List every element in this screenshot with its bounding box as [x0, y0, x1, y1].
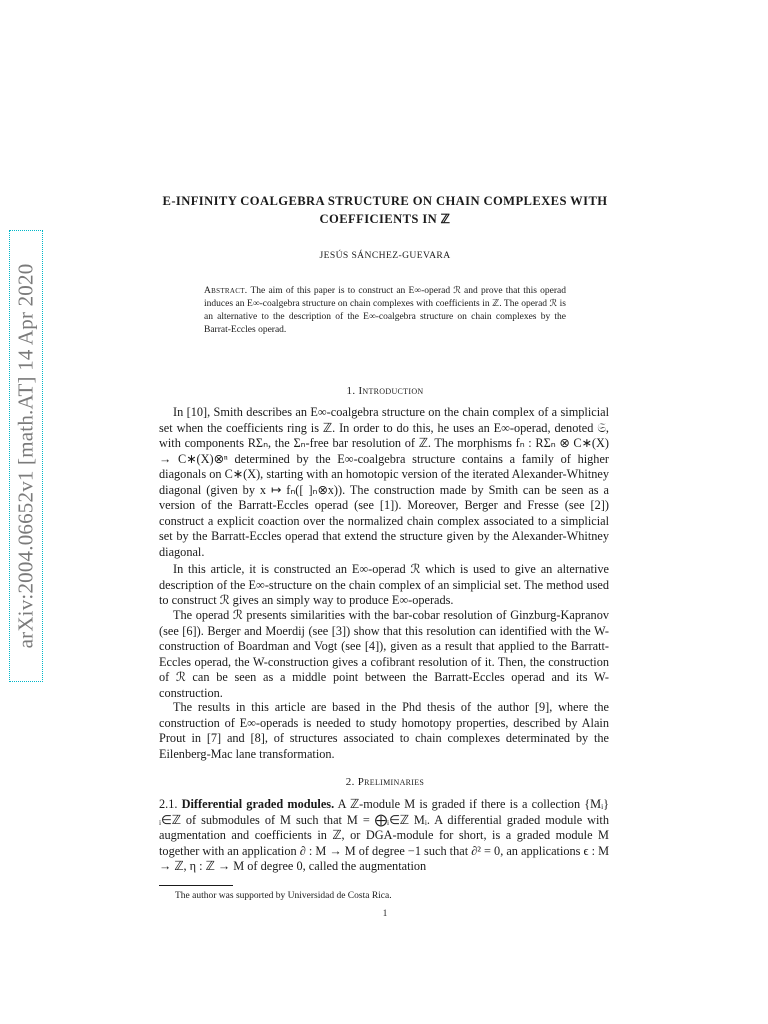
subsection-title: Differential graded modules. [181, 797, 335, 811]
footnote-divider [159, 885, 233, 886]
section-1-title: Introduction [358, 385, 424, 397]
page-number: 1 [382, 908, 388, 918]
section-2-heading [150, 776, 620, 788]
abstract-text: The aim of this paper is to construct an E∞-operad ℛ and prove that this operad induces an E∞-coalgebra structure on chain complexes with coefficients in ℤ. The operad ℛ is an alternative to the description of the E∞-coalgebra structure on chain complexes by the Barrat-Eccles operad. [204, 286, 566, 335]
abstract-heading: Abstract. [204, 286, 248, 296]
subsection-number: 2.1. [159, 797, 178, 811]
intro-paragraph-3: The operad ℛ presents similarities with the bar-cobar resolution of Ginzburg-Kapranov (see [6]). Berger and Moerdij (see [3]) show that this resolution can identified with the W-construction of Boardman and Vogt (see [4]), given as a result that applied to the Barratt-Eccles operad, the W-construction gives a cofibrant resolution of it. Then, the construction of ℛ can be seen as a middle point between the Barratt-Eccles operad and its W-construction. [159, 608, 609, 700]
intro-paragraph-4: The results in this article are based in the Phd thesis of the author [9], where the construction of E∞-operads is needed to study homotopy properties, described by Alain Prout in [7] and [8], of structures associated to chain complexes determinated by the Eilenberg-Mac lane transformation. [159, 700, 609, 761]
abstract [204, 285, 566, 337]
section-1-number: 1. [346, 385, 356, 397]
section-1-heading [150, 385, 620, 397]
section-2-number: 2. [345, 776, 355, 788]
subsection-2-1-paragraph: 2.1. Differential graded modules. A ℤ-module M is graded if there is a collection {Mᵢ}ᵢ∈ℤ of submodules of M such that M = ⨁ᵢ∈ℤ Mᵢ. A differential graded module with augmentation and coefficients in ℤ, or DGA-module for short, is a graded module M together with an application ∂ : M → M of degree −1 such that ∂² = 0, an applications ϵ : M → ℤ, η : ℤ → M of degree 0, called the augmentation [159, 797, 609, 874]
arxiv-identifier: arXiv:2004.06652v1 [math.AT] 14 Apr 2020 [13, 263, 38, 649]
section-2-title: Preliminaries [357, 776, 425, 788]
intro-paragraph-1: In [10], Smith describes an E∞-coalgebra structure on the chain complex of a simplicial set when the coefficients ring is ℤ. In order to do this, he uses an E∞-operad, denoted 𝔖, with components RΣₙ, the Σₙ-free bar resolution of ℤ. The morphisms fₙ : RΣₙ ⊗ C∗(X) → C∗(X)⊗ⁿ determined by the E∞-coalgebra structure contains a family of higher diagonals on C∗(X), starting with an homotopic version of the iterated Alexander-Whitney diagonal (given by x ↦ fₙ([ ]ₙ⊗x)). The construction made by Smith can be seen as a version of the Barratt-Eccles operad (see [1]). Moreover, Berger and Fresse (see [2]) construct a explicit coaction over the normalized chain complex associated to a simplicial set by the Barratt-Eccles operad that extend the structure given by the Alexander-Whitney diagonal. [159, 405, 609, 559]
paper-title: E-INFINITY COALGEBRA STRUCTURE ON CHAIN COMPLEXES WITH COEFFICIENTS IN ℤ [162, 194, 608, 226]
paper-author: JESÚS SÁNCHEZ-GUEVARA [319, 250, 451, 261]
footnote: The author was supported by Universidad de Costa Rica. [175, 891, 392, 901]
intro-paragraph-2: In this article, it is constructed an E∞-operad ℛ which is used to give an alternative description of the E∞-structure on the chain complex of an simplicial set. The method used to construct ℛ gives an simply way to produce E∞-operads. [159, 562, 609, 608]
